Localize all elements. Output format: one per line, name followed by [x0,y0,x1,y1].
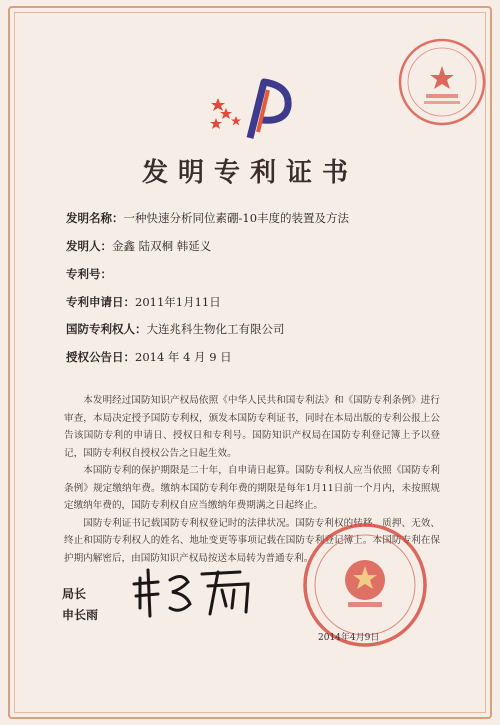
patent-logo-icon [210,76,296,144]
filing-date-label: 专利申请日： [66,295,135,309]
director-title: 局长 [62,587,87,601]
grant-date-field [66,349,232,365]
filing-date-value: 2011年1月11日 [135,295,221,309]
grant-date-label: 授权公告日： [66,350,135,364]
invention-name-field [66,210,349,226]
filing-date-field [66,294,221,310]
inventors-value: 金鑫 陆双桐 韩延义 [112,239,212,253]
body-paragraph-3: 国防专利证书记载国防专利权登记时的法律状况。国防专利权的转移、质押、无效、终止和国防专利权人的姓名、地址变更等事项记载在国防专利登记簿上。本国防专利在保护期内解密后，由国防知识产权局按送本局转为普通专利。 [64,517,440,564]
inventors-field [66,238,211,254]
body-paragraph-2: 本国防专利的保护期限是二十年，自申请日起算。国防专利权人应当依照《国防专利条例》规定缴纳年费。缴纳本国防专利年费的期限是每年1月11日前一个月内，未按照规定缴纳年费的，国防专利权自应当缴纳年费期满之日起终止。 [64,465,440,511]
patentee-field [66,321,285,337]
body-paragraph-1: 本发明经过国防知识产权局依照《中华人民共和国专利法》和《国防专利条例》进行审查，本局决定授予国防专利权，颁发本国防专利证书，同时在本局出版的专利公报上公告该国防专利的申请日、授权日和专利号。国防知识产权局在国防专利登记簿上予以登记，国防专利权自授权公告之日起生效。 [64,395,440,459]
seal-date: 2014年4月9日 [318,633,380,643]
invention-name-label: 发明名称： [66,211,124,225]
patentee-value: 大连兆科生物化工有限公司 [146,322,285,336]
director-name: 申长雨 [62,608,99,622]
patent-office-seal-small [396,36,488,128]
certificate-title: 发明专利证书 [141,158,358,188]
director-signature [130,560,270,620]
grant-date-value: 2014 年 4 月 9 日 [135,350,232,364]
patent-number-field [66,266,112,282]
patent-number-label: 专利号： [66,267,112,281]
patentee-label: 国防专利权人： [66,322,147,336]
invention-name-value: 一种快速分析同位素硼-10丰度的装置及方法 [123,211,350,225]
inventors-label: 发明人： [66,239,112,253]
